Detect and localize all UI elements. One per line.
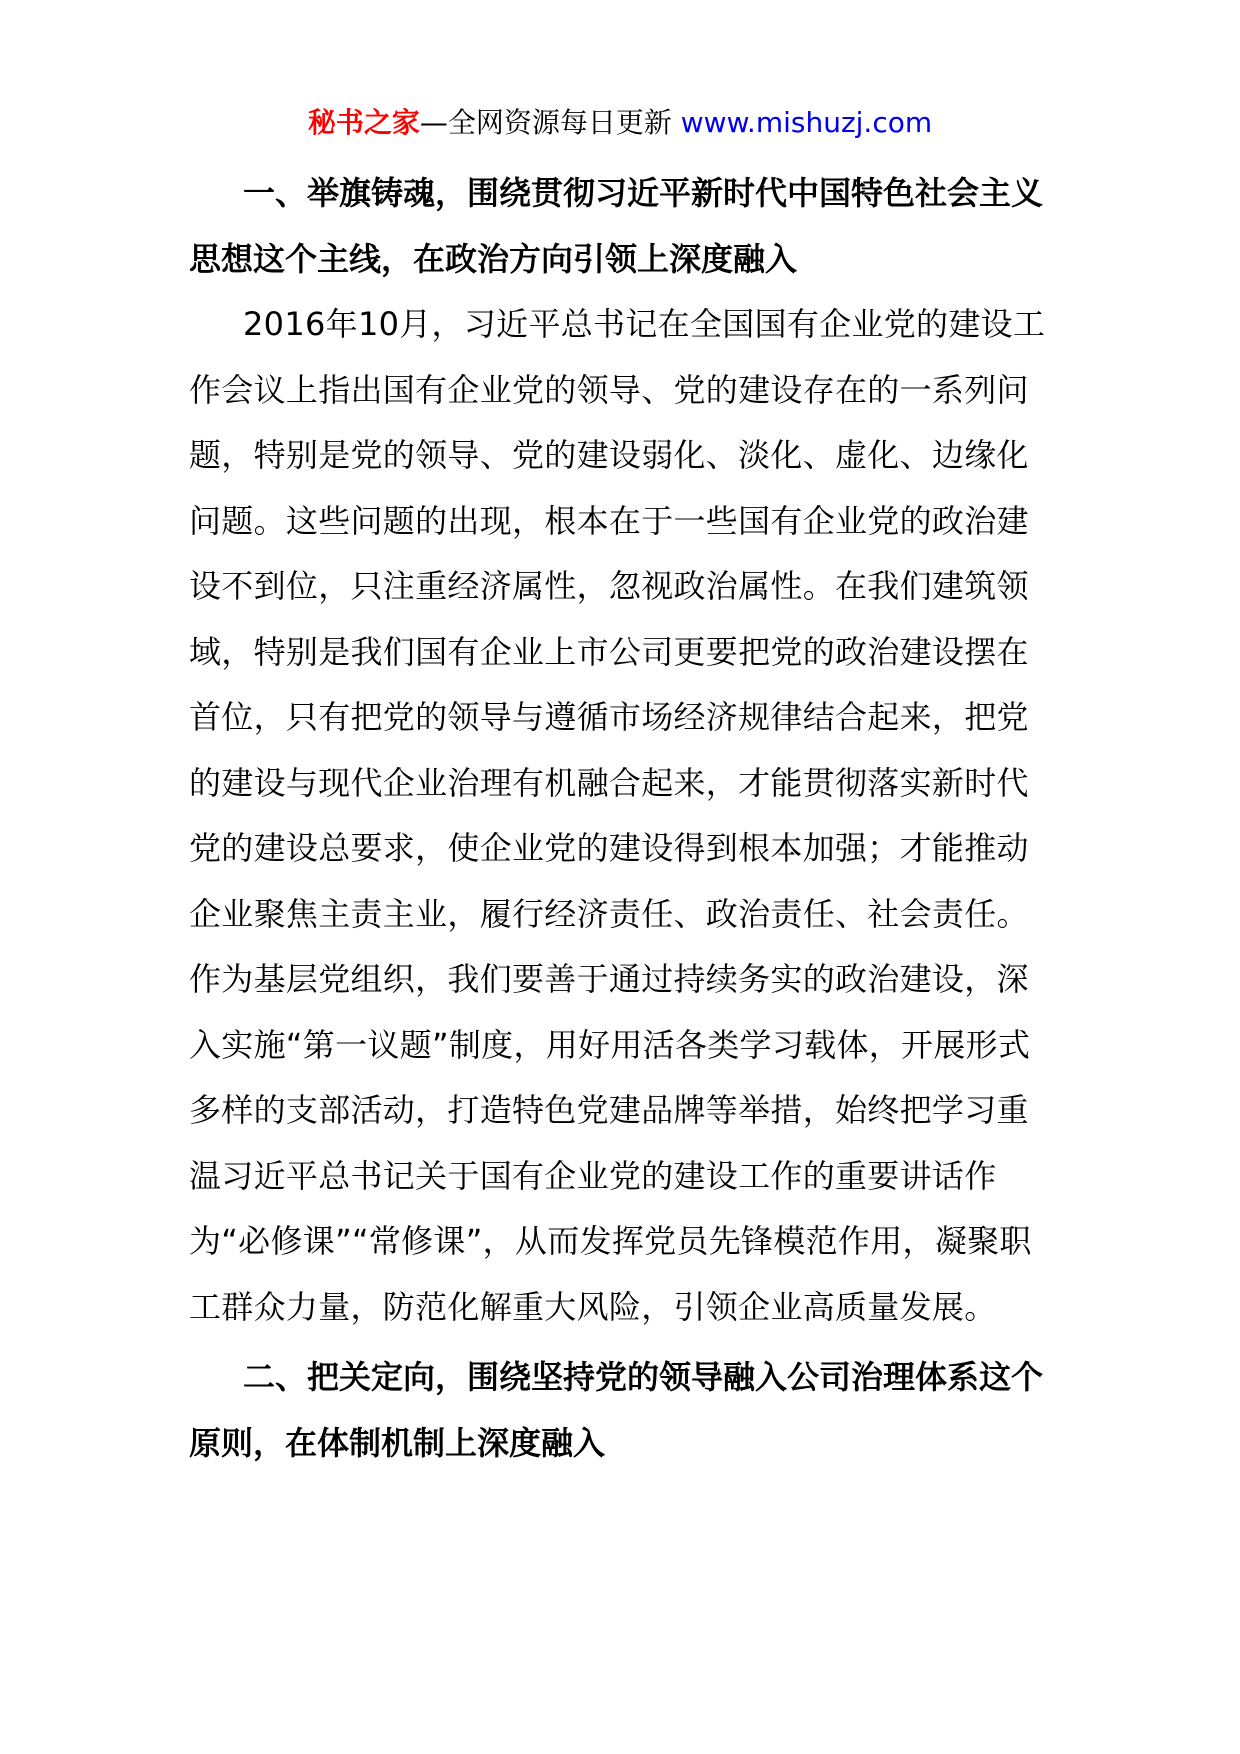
banner-brand: 秘书之家 bbox=[307, 106, 420, 139]
body-paragraph-1: 2016年10月，习近平总书记在全国国有企业党的建设工作会议上指出国有企业党的领导、党的建设存在的一系列问题，特别是党的领导、党的建设弱化、淡化、虚化、边缘化问题。这些问题的出现，根本在于一些国有企业党的政治建设不到位，只注重经济属性，忽视政治属性。在我们建筑领域，特别是我们国有企业上市公司更要把党的政治建设摆在首位，只有把党的领导与遵循市场经济规律结合起来，把党的建设与现代企业治理有机融合起来，才能贯彻落实新时代党的建设总要求，使企业党的建设得到根本加强；才能推动企业聚焦主责主业，履行经济责任、政治责任、社会责任。作为基层党组织，我们要善于通过持续务实的政治建设，深入实施“第一议题”制度，用好用活各类学习载体，开展形式多样的支部活动，打造特色党建品牌等举措，始终把学习重温习近平总书记关于国有企业党的建设工作的重要讲话作为“必修课”“常修课”，从而发挥党员先锋模范作用，凝聚职工群众力量，防范化解重大风险，引领企业高质量发展。 bbox=[189, 305, 1046, 1326]
section-heading-2: 二、把关定向，围绕坚持党的领导融入公司治理体系这个原则，在体制机制上深度融入 bbox=[189, 1358, 1044, 1462]
document-body bbox=[189, 160, 1059, 1476]
banner-url-link[interactable]: www.mishuzj.com bbox=[680, 106, 933, 139]
watermark-banner bbox=[0, 101, 1240, 145]
banner-tagline: —全网资源每日更新 bbox=[419, 106, 681, 139]
section-heading-1: 一、举旗铸魂，围绕贯彻习近平新时代中国特色社会主义思想这个主线，在政治方向引领上深度融入 bbox=[189, 174, 1044, 278]
